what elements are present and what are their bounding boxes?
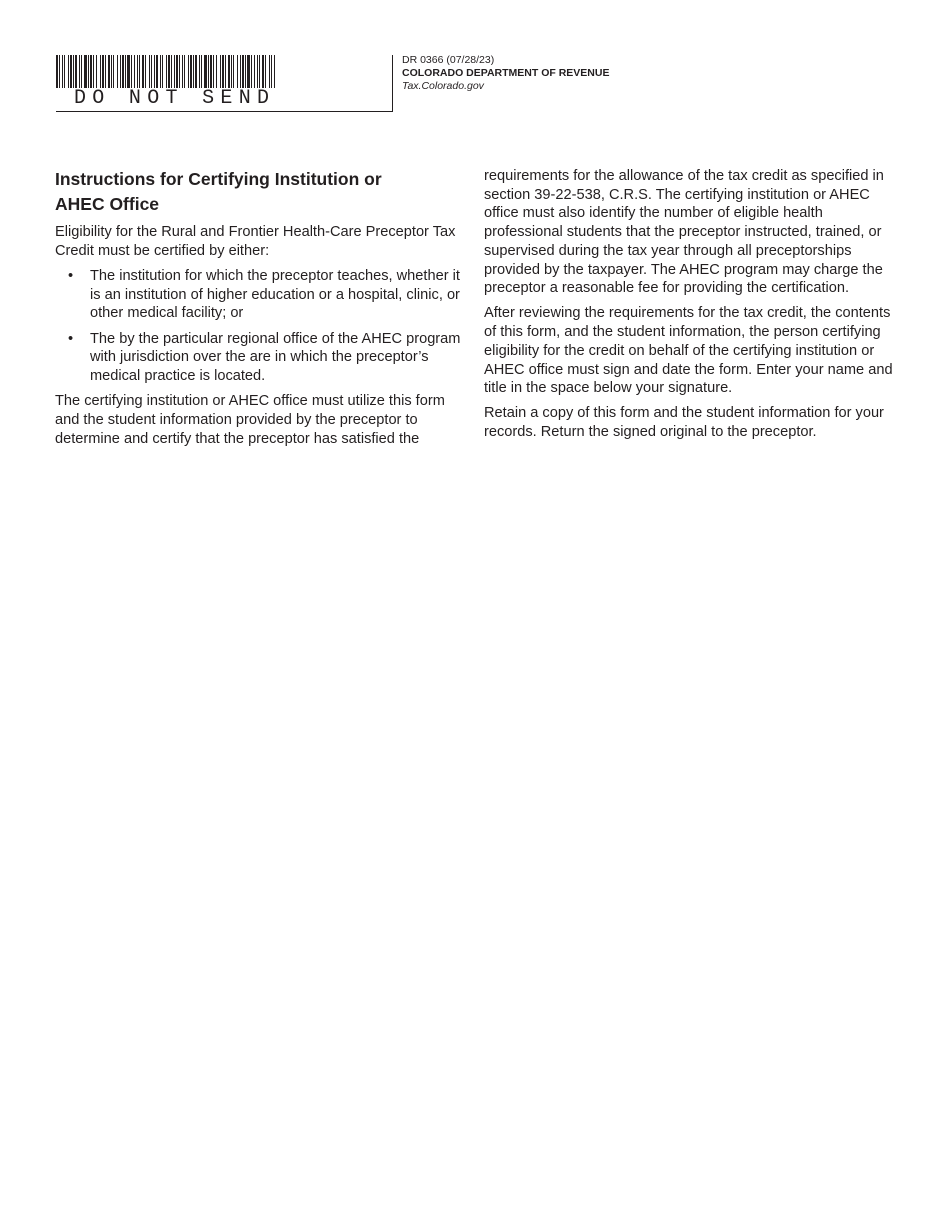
barcode-bar <box>166 55 167 88</box>
barcode-bar <box>222 55 224 88</box>
barcode-bar <box>117 55 118 88</box>
barcode-bar <box>233 55 234 88</box>
barcode-bar <box>271 55 272 88</box>
barcode-bar <box>108 55 110 88</box>
barcode-bar <box>262 55 264 88</box>
review-paragraph: After reviewing the requirements for the tax credit, the contents of this form, and the student information, the person certifying eligibility for the credit on behalf of the certifying institution or AHEC office must sign and date the form. Enter your name and title in the space below your signature. <box>484 305 893 397</box>
barcode-bar <box>59 55 60 88</box>
barcode-bar <box>122 55 124 88</box>
barcode-bar <box>139 55 140 88</box>
eligibility-intro: Eligibility for the Rural and Frontier Health-Care Preceptor Tax Credit must be certified by either: <box>55 224 456 259</box>
barcode-bar <box>127 55 130 88</box>
barcode-bar <box>62 55 63 88</box>
barcode-bar <box>149 55 150 88</box>
barcode-bar <box>90 55 92 88</box>
barcode-bar <box>131 55 132 88</box>
barcode-bar <box>225 55 226 88</box>
list-item-text: The institution for which the preceptor teaches, whether it is an institution of higher education or a hospital, clinic, or other medical facility; or <box>90 267 460 322</box>
barcode-bar <box>96 55 97 88</box>
barcode-bar <box>84 55 87 88</box>
barcode-bar <box>208 55 209 88</box>
instructions-title-line2: AHEC Office <box>55 194 160 214</box>
department-name: COLORADO DEPARTMENT OF REVENUE <box>402 67 610 79</box>
barcode-bar <box>265 55 266 88</box>
list-item <box>55 267 463 323</box>
certification-paragraph-part2: requirements for the allowance of the tax credit as specified in section 39-22-538, C.R.S. The certifying institution or AHEC office must also identify the number of eligible health professional students that the preceptor instructed, trained, or supervised during the tax year through all preceptorships provided by the taxpayer. The AHEC program may charge the preceptor a reasonable fee for providing the certification. <box>484 168 884 297</box>
form-number: DR 0366 (07/28/23) <box>402 54 495 66</box>
barcode-bar <box>245 55 246 88</box>
barcode-bar <box>64 55 65 88</box>
barcode-bar <box>184 55 185 88</box>
bullet-icon: • <box>68 267 74 284</box>
barcode-bar <box>231 55 232 88</box>
bullet-icon: • <box>68 330 74 347</box>
instructions-title <box>55 167 463 217</box>
barcode-bar <box>142 55 144 88</box>
barcode-bar <box>68 55 69 88</box>
instructions-right-column <box>484 167 902 448</box>
barcode-bar <box>151 55 152 88</box>
barcode-bar <box>93 55 94 88</box>
retain-paragraph: Retain a copy of this form and the student information for your records. Return the signed original to the preceptor. <box>484 405 884 441</box>
barcode-bar <box>81 55 82 88</box>
list-item-text: The by the particular regional office of the AHEC program with jurisdiction over the are in which the preceptor’s medical practice is located. <box>90 330 461 384</box>
instructions-title-line1: Instructions for Certifying Institution or <box>55 169 382 189</box>
barcode-bar <box>56 55 58 88</box>
barcode-bar <box>182 55 183 88</box>
barcode-bar <box>251 55 252 88</box>
barcode-bar <box>259 55 260 88</box>
certifier-list <box>55 267 463 386</box>
barcode-bar <box>247 55 250 88</box>
instructions-left-column <box>55 167 463 455</box>
barcode-bar <box>111 55 112 88</box>
barcode-bar <box>168 55 170 88</box>
barcode-bar <box>120 55 121 88</box>
barcode-bar <box>125 55 126 88</box>
barcode-bar <box>237 55 238 88</box>
barcode-bar <box>242 55 244 88</box>
certification-paragraph-part1: The certifying institution or AHEC office must utilize this form and the student information provided by the preceptor to determine and certify that the preceptor has satisfied the <box>55 393 445 447</box>
barcode-bar <box>73 55 74 88</box>
barcode-bar <box>134 55 135 88</box>
barcode-bar <box>199 55 200 88</box>
barcode-bar <box>188 55 189 88</box>
barcode-bar <box>254 55 255 88</box>
list-item <box>55 330 463 386</box>
barcode-bar <box>220 55 221 88</box>
barcode-bar <box>204 55 207 88</box>
barcode-bar <box>160 55 161 88</box>
barcode-bar <box>213 55 214 88</box>
do-not-send-stamp: DO NOT SEND <box>74 87 276 110</box>
barcode-bar <box>190 55 192 88</box>
barcode-bar <box>179 55 180 88</box>
barcode-bar <box>201 55 202 88</box>
barcode-bar <box>102 55 104 88</box>
barcode-bar <box>240 55 241 88</box>
barcode-bar <box>105 55 106 88</box>
barcode-image <box>56 55 276 88</box>
barcode-bar <box>75 55 77 88</box>
barcode-bar <box>113 55 114 88</box>
department-website: Tax.Colorado.gov <box>402 80 484 92</box>
barcode-bar <box>79 55 80 88</box>
barcode-bar <box>162 55 163 88</box>
barcode-bar <box>145 55 146 88</box>
barcode-bar <box>269 55 270 88</box>
form-header-info <box>402 54 609 93</box>
barcode-bar <box>137 55 138 88</box>
barcode-bar <box>210 55 212 88</box>
barcode-bar <box>100 55 101 88</box>
barcode-bar <box>216 55 217 88</box>
barcode-bar <box>195 55 197 88</box>
barcode-bar <box>176 55 178 88</box>
barcode-bar <box>154 55 155 88</box>
barcode-bar <box>274 55 275 88</box>
barcode-bar <box>174 55 175 88</box>
barcode-bar <box>70 55 72 88</box>
barcode-bar <box>228 55 230 88</box>
barcode-block <box>56 55 393 112</box>
barcode-bar <box>88 55 89 88</box>
barcode-bar <box>193 55 194 88</box>
barcode-bar <box>156 55 158 88</box>
barcode-bar <box>257 55 258 88</box>
barcode-bar <box>171 55 172 88</box>
